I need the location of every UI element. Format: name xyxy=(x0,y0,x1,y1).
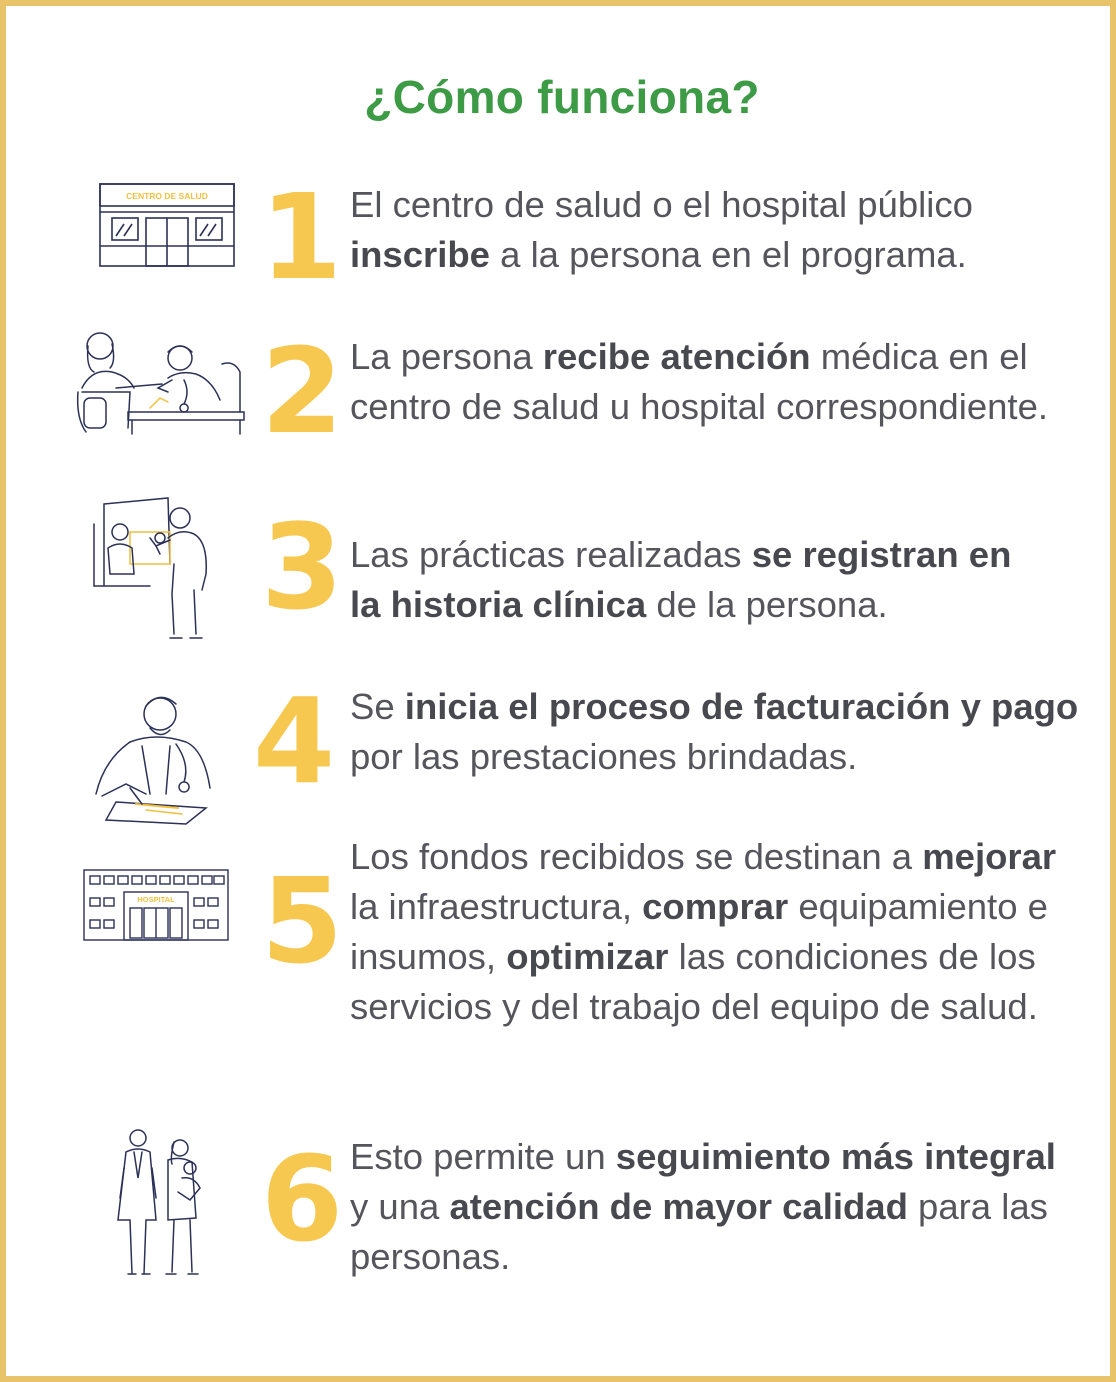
step-text-bold: inscribe xyxy=(350,234,490,275)
step-text-1 xyxy=(350,180,1110,280)
step-text-bold: inicia el proceso de facturación y pago xyxy=(404,686,1079,727)
step-text-segment: la infraestructura, xyxy=(350,886,643,927)
step-text-segment: a la persona en el programa. xyxy=(489,234,967,275)
step-text-bold: seguimiento más integral xyxy=(615,1136,1056,1177)
step-text-bold: mejorar xyxy=(922,836,1057,877)
step-number-4: 4 xyxy=(252,672,336,810)
doctor-and-patient-icon xyxy=(110,1128,210,1278)
step-text-bold: optimizar xyxy=(506,936,669,977)
step-number-6: 6 xyxy=(260,1130,344,1268)
step-text-bold: se registran en la historia clínica xyxy=(350,534,1012,625)
doctor-writing-icon xyxy=(86,684,218,832)
step-text-segment: las condiciones de los servicios y del trabajo del equipo de salud. xyxy=(350,936,1038,1027)
step-text-segment: Se xyxy=(350,686,405,727)
step-text-segment: de la persona. xyxy=(646,584,888,625)
step-text-5 xyxy=(350,832,1070,1032)
step-text-segment: Las prácticas realizadas xyxy=(350,534,752,575)
step-text-segment: El centro de salud o el hospital público xyxy=(350,184,973,225)
step-number-1: 1 xyxy=(259,168,343,306)
medical-records-icon xyxy=(90,494,218,646)
step-number-2: 2 xyxy=(260,322,344,460)
step-text-segment: para las personas. xyxy=(350,1186,1048,1277)
step-text-segment: por las prestaciones brindadas. xyxy=(350,736,858,777)
health-center-sign-text: CENTRO DE SALUD xyxy=(126,191,208,201)
step-text-segment: y una xyxy=(350,1186,450,1227)
step-text-4 xyxy=(350,682,1110,782)
step-text-bold: recibe atención xyxy=(542,336,811,377)
step-number-5: 5 xyxy=(260,852,344,990)
step-text-segment: La persona xyxy=(350,336,543,377)
doctor-consultation-icon xyxy=(72,328,248,438)
page-title: ¿Cómo funciona? xyxy=(364,71,760,123)
step-text-bold: comprar xyxy=(642,886,789,927)
step-text-segment: médica en el centro de salud u hospital correspondiente. xyxy=(350,336,1049,427)
step-text-segment: Esto permite un xyxy=(350,1136,616,1177)
hospital-sign-text: HOSPITAL xyxy=(137,895,175,904)
step-text-6 xyxy=(350,1132,1070,1282)
hospital-building-icon xyxy=(82,866,232,944)
health-center-icon xyxy=(98,182,238,270)
step-text-segment: equipamiento e insumos, xyxy=(350,886,1048,977)
step-text-2 xyxy=(350,332,1050,432)
step-text-segment: Los fondos recibidos se destinan a xyxy=(350,836,923,877)
step-text-bold: atención de mayor calidad xyxy=(449,1186,908,1227)
step-number-3: 3 xyxy=(260,498,344,636)
step-text-3 xyxy=(350,530,1050,630)
